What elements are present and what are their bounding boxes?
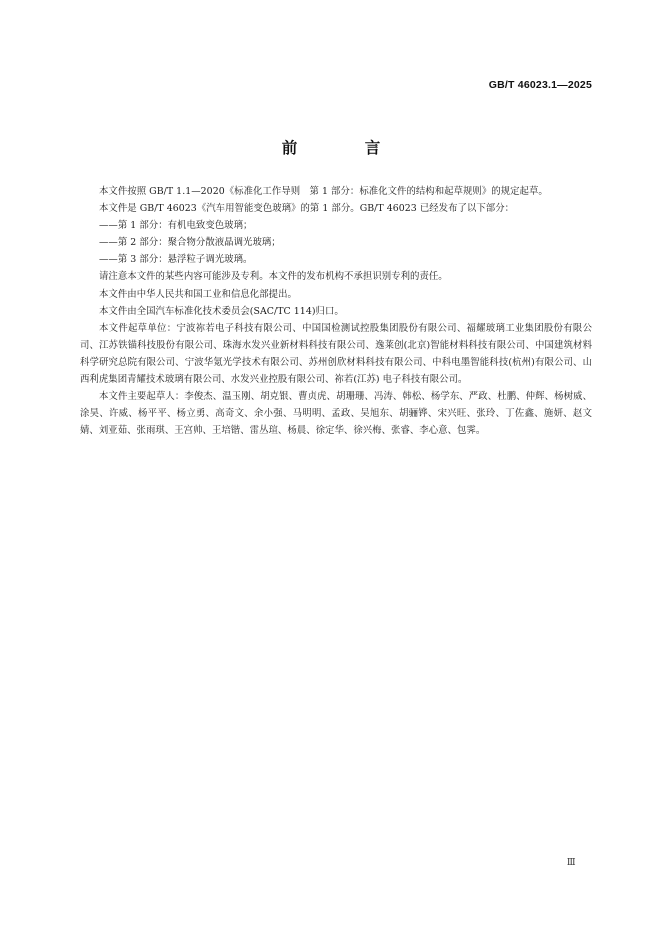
paragraph-administrator: 本文件由全国汽车标准化技术委员会(SAC/TC 114)归口。 bbox=[99, 305, 344, 317]
paragraph-proposer: 本文件由中华人民共和国工业和信息化部提出。 bbox=[99, 288, 297, 300]
paragraph-patent-notice: 请注意本文件的某些内容可能涉及专利。本文件的发布机构不承担识别专利的责任。 bbox=[99, 271, 448, 283]
paragraph-parts-intro: 本文件是 GB/T 46023《汽车用智能变色玻璃》的第 1 部分。GB/T 46023 已经发布了以下部分： bbox=[99, 203, 515, 215]
standard-number: GB/T 46023.1—2025 bbox=[488, 79, 592, 91]
list-item-part-2: ——第 2 部分：聚合物分散液晶调光玻璃； bbox=[99, 237, 281, 249]
paragraph-drafting-organizations: 本文件起草单位：宁波祢若电子科技有限公司、中国国检测试控股集团股份有限公司、福耀玻璃工业集团股份有限公司、江苏铁锚科技股份有限公司、珠海水发兴业新材料科技有限公司、逸莱创(北京)智能材料科技有限公司、中国建筑材料科学研究总院有限公司、宁波华氪光学技术有限公司、苏州创欣材料科技有限公司、中科电墨智能科技(杭州)有限公司、山西利虎集团青耀技术玻璃有限公司、水发兴业控股有限公司、祢若(江苏) 电子科技有限公司。 bbox=[80, 322, 592, 386]
page-number: Ⅲ bbox=[566, 858, 576, 868]
list-item-part-1: ——第 1 部分：有机电致变色玻璃； bbox=[99, 220, 253, 232]
paragraph-drafters: 本文件主要起草人：李俊杰、温玉刚、胡克银、曹贞虎、胡珊珊、冯涛、韩松、杨学东、严政、杜鹏、仲辉、杨树威、涂昊、许威、杨平平、杨立勇、高奇文、余小强、马明明、孟政、吴旭东、胡骊铧、宋兴旺、张玲、丁佐鑫、施妍、赵文婧、刘亚茹、张雨琪、王宫帅、王培锴、雷丛瑄、杨晨、徐定华、徐兴梅、张睿、李心意、包霁。 bbox=[80, 391, 592, 437]
page-title: 前 言 bbox=[281, 139, 407, 157]
foreword-body bbox=[80, 183, 592, 439]
list-item-part-3: ——第 3 部分：悬浮粒子调光玻璃。 bbox=[99, 254, 253, 266]
paragraph-drafting-rules: 本文件按照 GB/T 1.1—2020《标准化工作导则 第 1 部分：标准化文件的结构和起草规则》的规定起草。 bbox=[99, 186, 548, 197]
